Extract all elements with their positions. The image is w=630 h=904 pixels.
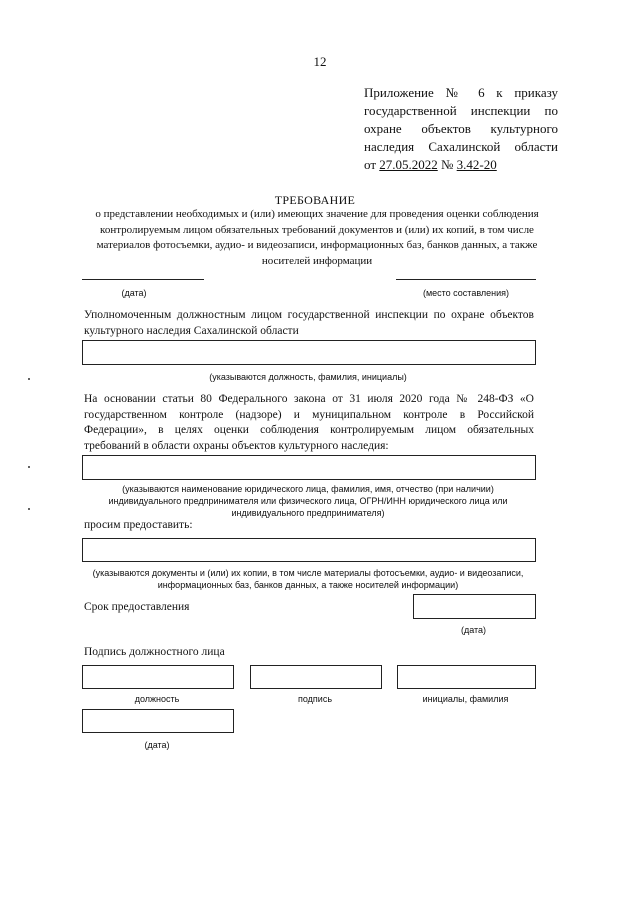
page-number: 12	[313, 54, 327, 69]
documents-input-box[interactable]	[82, 538, 536, 562]
deadline-label: Срок предоставления	[84, 601, 190, 613]
appendix-line-2: государственной инспекции по	[364, 103, 558, 118]
scan-speck	[28, 508, 30, 510]
sign-caption: подпись	[297, 694, 333, 704]
sign-input-box[interactable]	[250, 665, 382, 689]
date-caption: (дата)	[121, 288, 147, 298]
appendix-date-prefix: от	[364, 157, 380, 172]
appendix-line-3: охране объектов культурного	[364, 121, 558, 136]
request-label: просим предоставить:	[84, 519, 193, 531]
appendix-date: 27.05.2022	[379, 157, 438, 172]
authorized-text: Уполномоченным должностным лицом государственной инспекции по охране объектов культурного наследия Сахалинской области	[84, 309, 534, 337]
document-subtitle: о представлении необходимых и (или) имеющих значение для проведения оценки соблюдения контролируемым лицом обязательных требований документов и (или) их копий, в том числе материалов фотосъемки, аудио- и видеозаписи, информационных баз, банков данных, а также носителей информации	[95, 208, 539, 267]
signature-label: Подпись должностного лица	[84, 646, 225, 658]
position-caption: должность	[134, 694, 180, 704]
date-line	[82, 279, 204, 280]
appendix-header	[364, 84, 558, 174]
sign-date-caption: (дата)	[144, 740, 170, 750]
deadline-input-box[interactable]	[413, 594, 536, 619]
appendix-number-sign: №	[437, 157, 457, 172]
entity-caption: (указываются наименование юридического лица, фамилия, имя, отчество (при наличии) индивидуального предпринимателя или физического лица, ОГРН/ИНН юридического лица или индивидуального предпринимателя)	[108, 484, 508, 518]
appendix-date-line	[364, 157, 497, 172]
position-input-box[interactable]	[82, 665, 234, 689]
official-caption: (указываются должность, фамилия, инициалы)	[209, 372, 407, 382]
document-title: ТРЕБОВАНИЕ	[274, 193, 356, 207]
official-input-box[interactable]	[82, 340, 536, 365]
place-caption: (место составления)	[422, 288, 510, 298]
sign-date-input-box[interactable]	[82, 709, 234, 733]
place-line	[396, 279, 536, 280]
appendix-line-1: Приложение № 6 к приказу	[364, 85, 558, 100]
deadline-caption: (дата)	[460, 625, 487, 635]
appendix-number: 3.42-20	[456, 157, 497, 172]
appendix-line-4: наследия Сахалинской области	[364, 139, 558, 154]
name-caption: инициалы, фамилия	[422, 694, 509, 704]
scan-speck	[28, 466, 30, 468]
entity-input-box[interactable]	[82, 455, 536, 480]
documents-caption: (указываются документы и (или) их копии, в том числе материалы фотосъемки, аудио- и видеозаписи, информационных баз, банков данных, а также носителей информации)	[92, 568, 524, 590]
name-input-box[interactable]	[397, 665, 536, 689]
basis-text: На основании статьи 80 Федерального закона от 31 июля 2020 года № 248-ФЗ «О государственном контроле (надзоре) и муниципальном контроле в Российской Федерации», в целях оценки соблюдения контролируемым лицом обязательных требований в области охраны объектов культурного наследия:	[84, 393, 534, 452]
scan-speck	[28, 378, 30, 380]
